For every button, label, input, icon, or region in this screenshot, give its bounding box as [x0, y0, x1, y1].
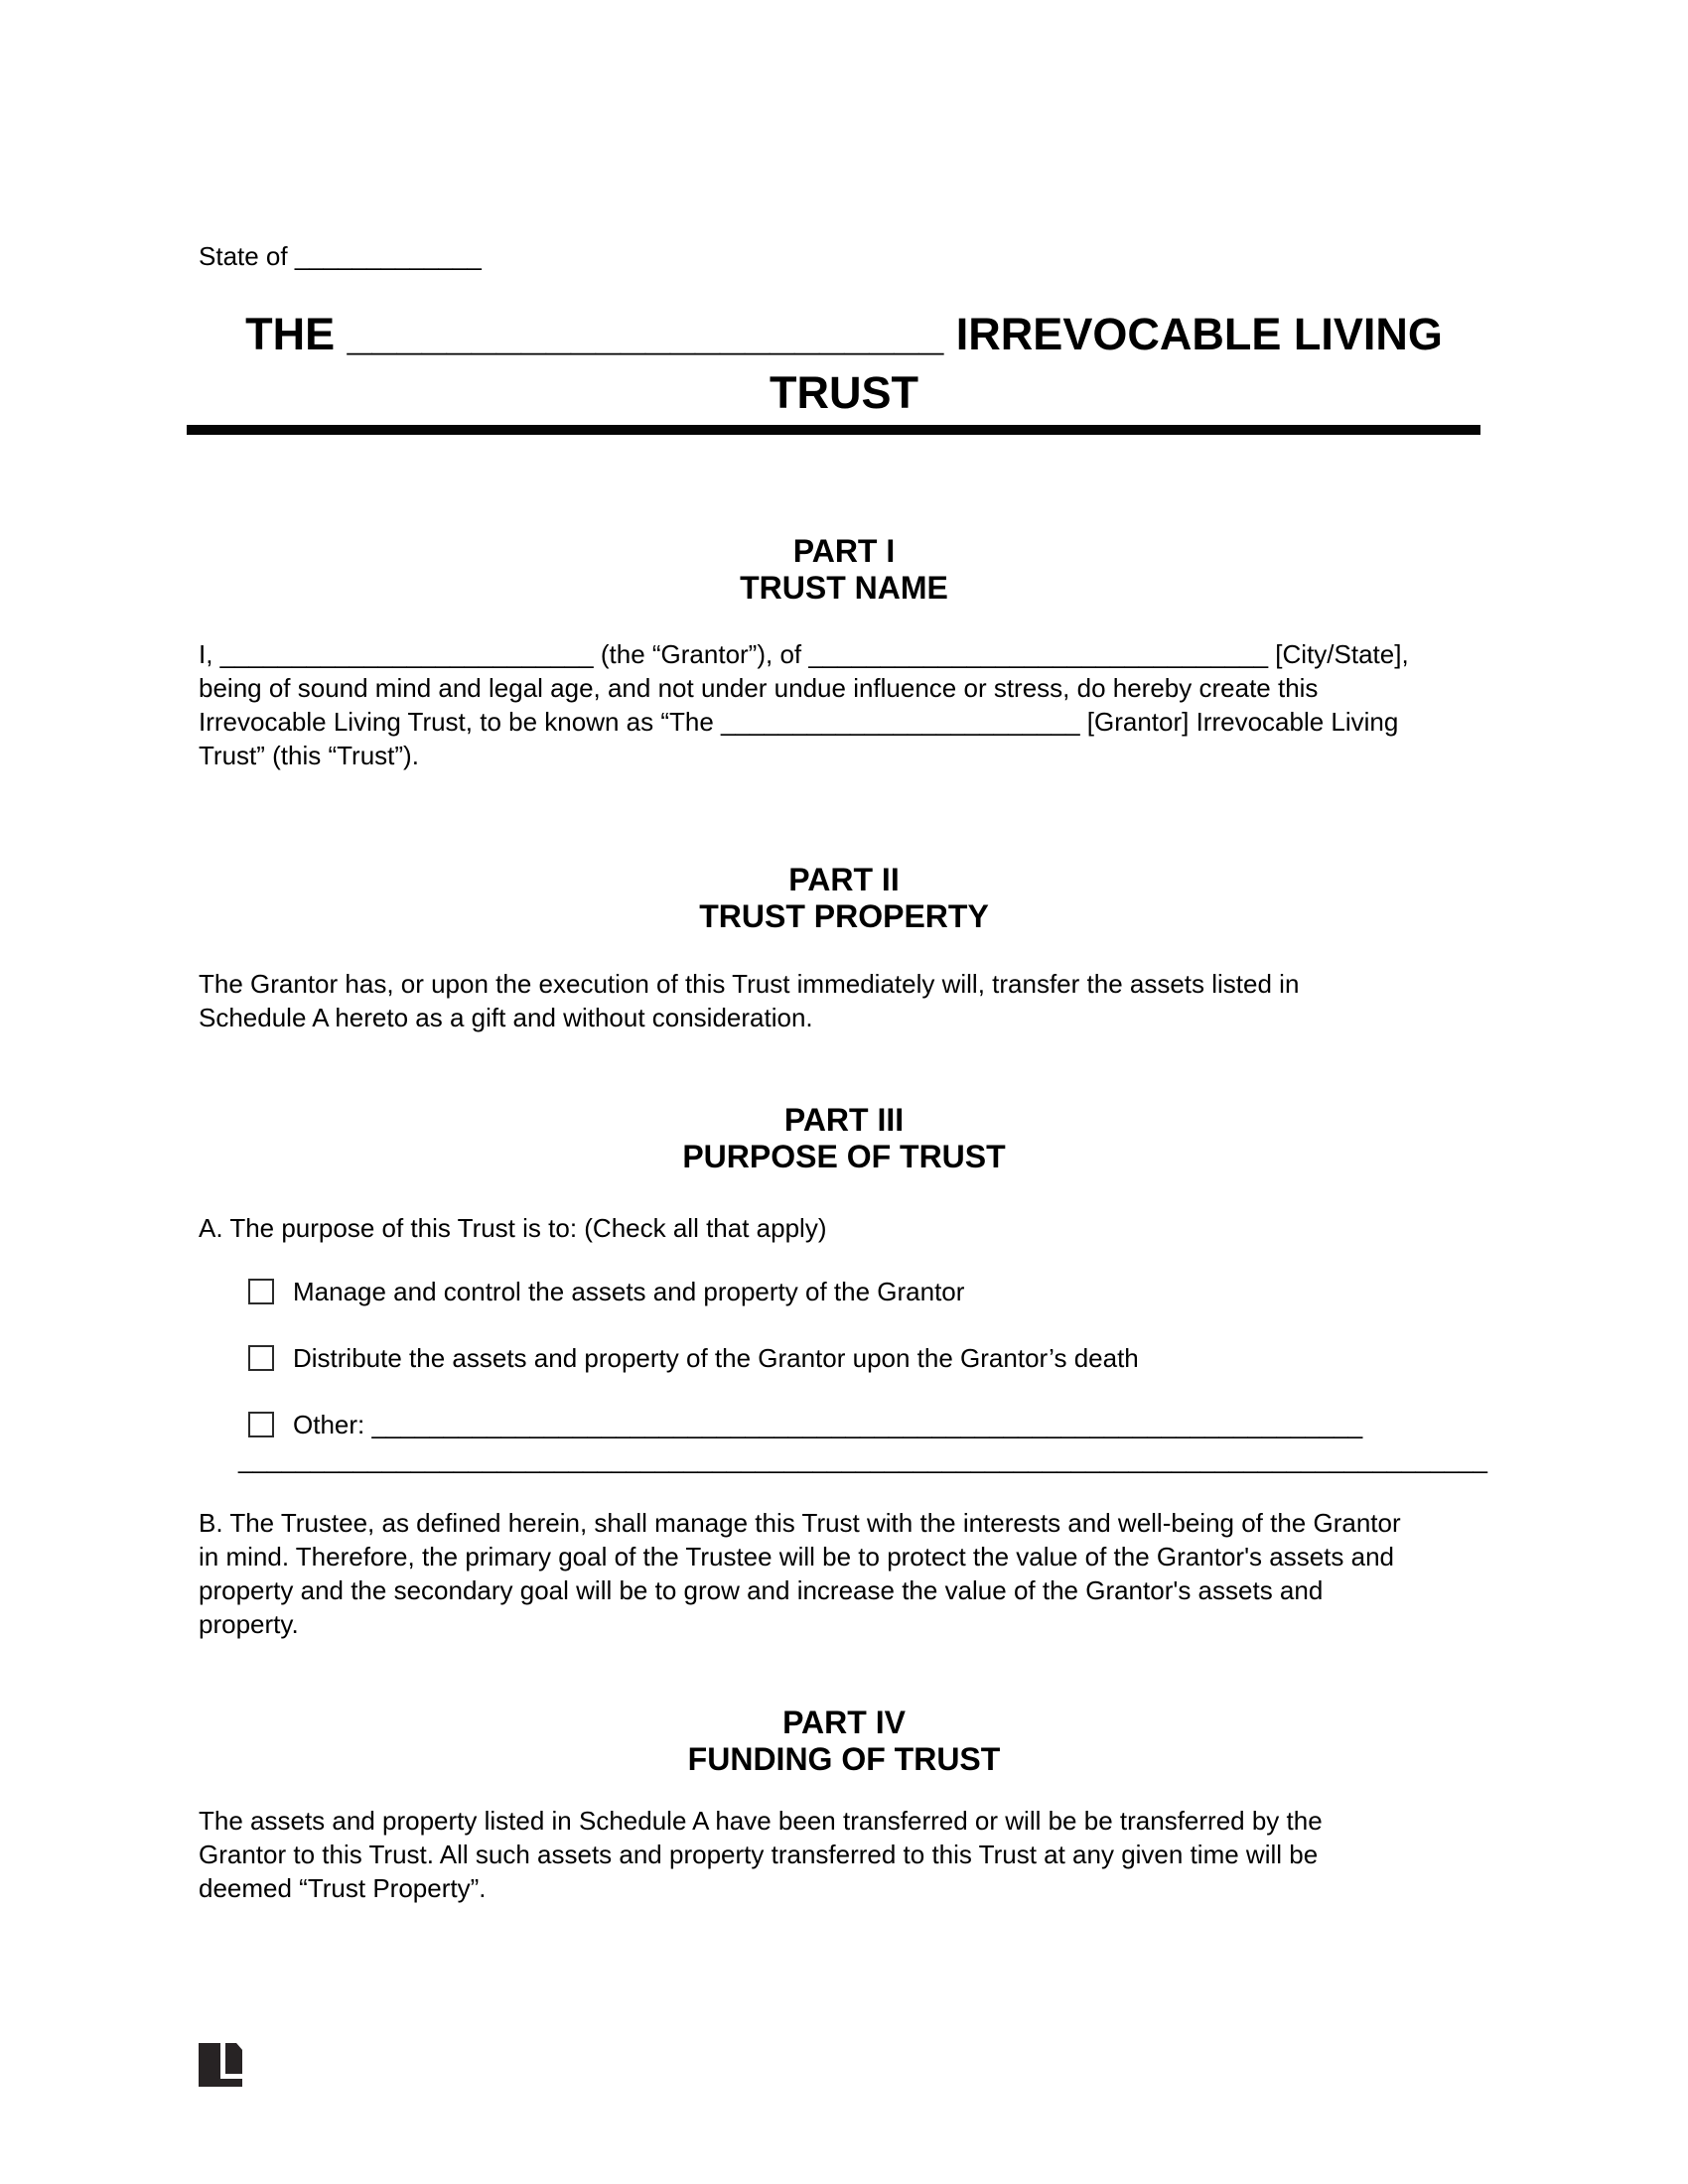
part3-heading: PART III PURPOSE OF TRUST — [682, 1102, 1006, 1174]
logo-l-foot — [220, 2079, 242, 2087]
checkbox-row-other — [199, 1408, 1489, 1441]
logo-l-stem — [199, 2043, 220, 2087]
state-of-line: State of _____________ — [199, 241, 482, 271]
part3-item-b: B. The Trustee, as defined herein, shall manage this Trust with the interests and well-being of the Grantor in mind. Therefore, the primary goal of the Trustee will be to protect the value of the Grantor's assets and property and the secondary goal will be to grow and increase the value of the Grantor's assets and property. — [199, 1508, 1401, 1639]
part3-purpose-intro: A. The purpose of this Trust is to: (Check all that apply) — [199, 1213, 827, 1243]
checkbox-label-distribute: Distribute the assets and property of the Grantor upon the Grantor’s death — [293, 1342, 1139, 1373]
checkbox-row-manage — [199, 1275, 1489, 1308]
part2-body: The Grantor has, or upon the execution of this Trust immediately will, transfer the assets listed in Schedule A hereto as a gift and without consideration. — [199, 969, 1300, 1032]
checkbox-row-distribute — [199, 1341, 1489, 1375]
part1-heading: PART I TRUST NAME — [740, 533, 948, 606]
checkbox-distribute-assets[interactable] — [248, 1345, 274, 1371]
part1-body: I, __________________________ (the “Grantor”), of ________________________________ [City/State], being of sound mind and legal age, and not under undue influence or stress, do hereby create this Irrevocable Living Trust, to be known as “The _________________________ [Grantor] Irrevocable Living Trust” (this “Trust”). — [199, 639, 1409, 770]
part4-body: The assets and property listed in Schedule A have been transferred or will be be transferred by the Grantor to this Trust. All such assets and property transferred to this Trust at any given time will be deemed “Trust Property”. — [199, 1806, 1323, 1903]
part4-heading: PART IV FUNDING OF TRUST — [687, 1705, 1001, 1777]
document-title: THE ________________________ IRREVOCABLE LIVING TRUST — [245, 309, 1443, 418]
checkbox-other[interactable] — [248, 1412, 274, 1437]
checkbox-manage-assets[interactable] — [248, 1279, 274, 1304]
title-divider-rule — [187, 425, 1480, 435]
other-continuation-blank: _______________________________________________________________________________________ — [238, 1444, 1488, 1474]
logo-document-shape — [225, 2043, 242, 2074]
part2-heading: PART II TRUST PROPERTY — [699, 862, 989, 934]
checkbox-label-other-blank: Other: _____________________________________________________________________ — [293, 1409, 1363, 1439]
legal-templates-logo — [199, 2043, 242, 2087]
checkbox-label-manage: Manage and control the assets and property of the Grantor — [293, 1276, 965, 1306]
